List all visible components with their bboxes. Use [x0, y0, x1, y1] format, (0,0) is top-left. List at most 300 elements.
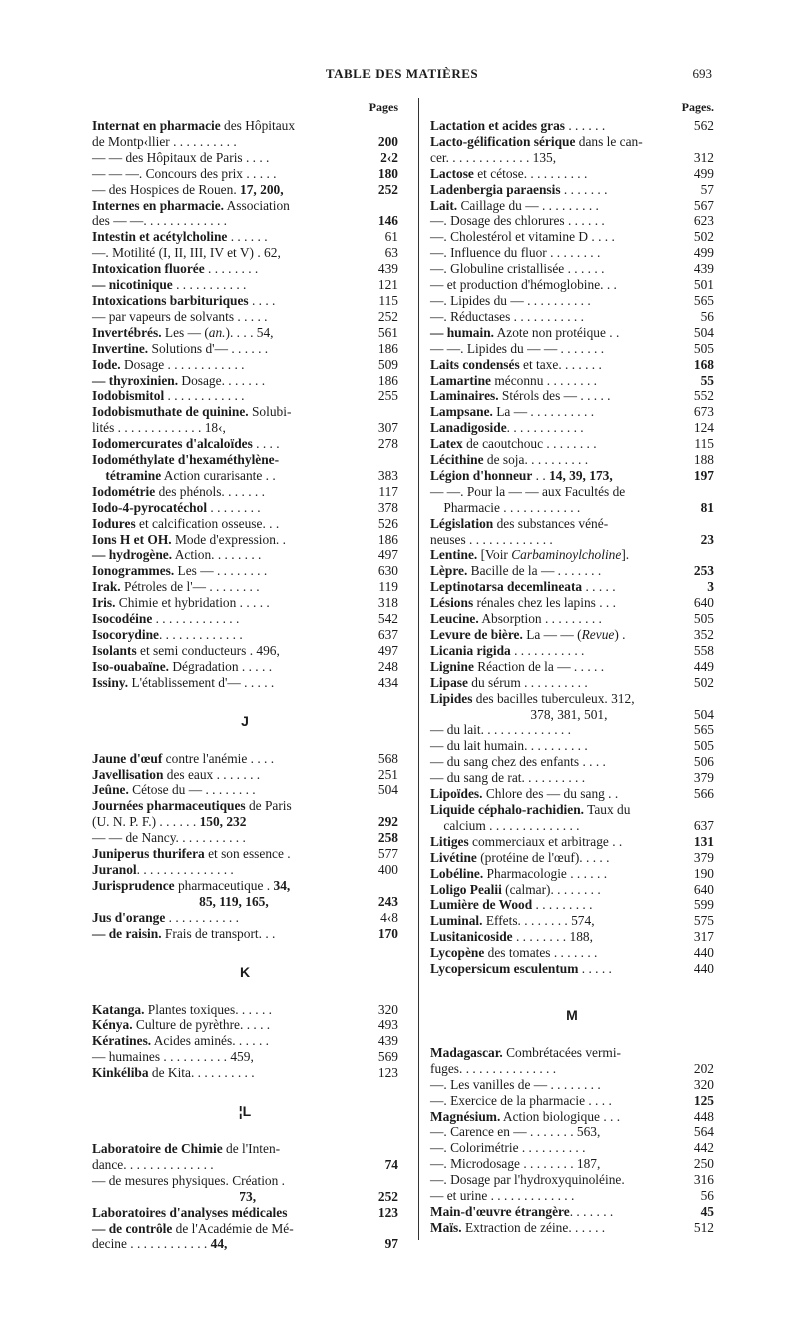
entry-page-number: 252	[377, 1188, 398, 1204]
index-entry	[430, 500, 714, 516]
index-entry	[430, 1220, 714, 1236]
entry-text: — du lait humain. . . . . . . . . .	[430, 738, 588, 754]
index-entry	[92, 277, 398, 293]
entry-page-number: 63	[384, 245, 398, 261]
index-entry	[92, 659, 398, 675]
entry-page-number: 56	[700, 308, 714, 324]
index-entry	[92, 245, 398, 261]
entry-page-number: 146	[377, 213, 398, 229]
index-entry	[430, 563, 714, 579]
entry-text: Luminal. Effets. . . . . . . . 574,	[430, 913, 595, 929]
entry-page-number: 186	[377, 531, 398, 547]
entry-page-number: 505	[693, 738, 714, 754]
index-entry	[92, 468, 398, 484]
entry-text: — des Hospices de Rouen. 17, 200,	[92, 181, 284, 197]
index-entry	[92, 532, 398, 548]
entry-page-number: 251	[377, 766, 398, 782]
entry-text: Iodomercurates d'alcaloïdes . . . .	[92, 436, 280, 452]
entry-text: — thyroxinien. Dosage. . . . . . .	[92, 372, 266, 388]
entry-page-number: 506	[693, 754, 714, 770]
entry-text: Main-d'œuvre étrangère. . . . . . .	[430, 1204, 614, 1219]
index-entry	[430, 1140, 714, 1156]
entry-text: Jaune d'œuf contre l'anémie . . . .	[92, 750, 275, 766]
entry-text: — du sang de rat. . . . . . . . . .	[430, 770, 586, 786]
entry-page-number: 504	[693, 324, 714, 340]
pages-label: Pages	[368, 100, 398, 114]
entry-text: 85, 119, 165,	[199, 893, 269, 909]
index-entry	[430, 961, 714, 977]
index-entry	[430, 627, 714, 643]
index-entry	[430, 1077, 714, 1093]
entry-text: Lumière de Wood . . . . . . . . .	[430, 897, 593, 913]
entry-text: — —. Lipides du — — . . . . . . .	[430, 340, 605, 356]
entry-page-number: 512	[693, 1219, 714, 1235]
index-entry	[92, 846, 398, 862]
entry-page-number: 440	[693, 961, 714, 977]
entry-text: cer. . . . . . . . . . . . . 135,	[430, 149, 557, 165]
entry-text: Lampsane. La — . . . . . . . . . .	[430, 404, 595, 420]
entry-text: — humaines . . . . . . . . . . 459,	[92, 1049, 254, 1065]
index-entry	[430, 929, 714, 945]
entry-page-number: 561	[377, 324, 398, 340]
entry-text: Iso-ouabaïne. Dégradation . . . . .	[92, 658, 273, 674]
index-entry	[92, 894, 398, 910]
entry-page-number: 434	[377, 674, 398, 690]
entry-page-number: 504	[377, 782, 398, 798]
entry-page-number: 630	[377, 563, 398, 579]
entry-text: Magnésium. Action biologique . . .	[430, 1108, 621, 1124]
entry-list	[92, 118, 398, 1252]
index-entry	[92, 910, 398, 926]
index-entry	[92, 420, 398, 436]
entry-page-number: 190	[693, 865, 714, 881]
entry-text: Madagascar. Combrétacées vermi-	[430, 1044, 622, 1060]
index-entry	[430, 1109, 714, 1125]
entry-page-number: 131	[693, 833, 714, 849]
index-entry	[430, 1188, 714, 1204]
entry-text: decine . . . . . . . . . . . . 44,	[92, 1236, 228, 1252]
entry-text: Lipoïdes. Chlore des — du sang . .	[430, 786, 619, 802]
entry-text: — du lait. . . . . . . . . . . . . .	[430, 722, 571, 738]
entry-page-number: 501	[693, 277, 714, 293]
entry-text: Lécithine de soja. . . . . . . . . .	[430, 452, 589, 468]
entry-page-number: 2‹2	[380, 149, 398, 165]
entry-text: —. Dosage des chlorures . . . . . .	[430, 213, 605, 229]
entry-text: — de raisin. Frais de transport. . .	[92, 925, 276, 941]
entry-text: Kénya. Culture de pyrèthre. . . . .	[92, 1017, 271, 1033]
entry-text: Issiny. L'établissement d'— . . . . .	[92, 674, 275, 690]
entry-page-number: 202	[693, 1060, 714, 1076]
entry-page-number: 575	[693, 913, 714, 929]
entry-page-number: 320	[377, 1001, 398, 1017]
entry-page-number: 119	[378, 579, 398, 595]
index-entry	[430, 245, 714, 261]
entry-text: Livétine (protéine de l'œuf). . . . .	[430, 849, 610, 865]
entry-page-number: 448	[693, 1108, 714, 1124]
section-gap	[430, 1023, 714, 1045]
entry-page-number: 258	[377, 830, 398, 846]
entry-page-number: 124	[693, 420, 714, 436]
entry-text: Laminaires. Stérols des — . . . . .	[430, 388, 611, 404]
index-entry	[92, 862, 398, 878]
entry-page-number: 312	[693, 149, 714, 165]
index-entry	[92, 1173, 398, 1189]
section-letter: K	[239, 963, 251, 980]
column-divider	[418, 98, 419, 1240]
entry-page-number: 3	[707, 579, 714, 595]
entry-page-number: 558	[693, 642, 714, 658]
entry-text: Intoxications barbituriques . . . .	[92, 292, 276, 308]
entry-text: — du sang chez des enfants . . . .	[430, 754, 606, 770]
entry-page-number: 4‹8	[380, 909, 398, 925]
entry-text: Lèpre. Bacille de la — . . . . . . .	[430, 563, 602, 579]
entry-page-number: 526	[377, 515, 398, 531]
entry-page-number: 23	[700, 531, 714, 547]
entry-text: Irak. Pétroles de l'— . . . . . . . .	[92, 579, 260, 595]
index-entry	[92, 1157, 398, 1173]
entry-text: —. Globuline cristallisée . . . . . .	[430, 261, 605, 277]
entry-text: — hydrogène. Action. . . . . . . .	[92, 547, 262, 563]
index-entry	[430, 182, 714, 198]
entry-text: Lait. Caillage du — . . . . . . . . .	[430, 197, 599, 213]
entry-text: —. Lipides du — . . . . . . . . . .	[430, 292, 591, 308]
index-entry	[92, 293, 398, 309]
index-entry	[430, 293, 714, 309]
entry-text: Internat en pharmacie des Hôpitaux	[92, 118, 296, 133]
index-entry	[92, 182, 398, 198]
entry-page-number: 97	[384, 1236, 398, 1252]
index-entry	[92, 751, 398, 767]
index-entry	[430, 834, 714, 850]
entry-page-number: 186	[377, 340, 398, 356]
entry-text: — de mesures physiques. Création .	[92, 1172, 286, 1188]
page-number: 693	[692, 66, 712, 81]
entry-text: Jus d'orange . . . . . . . . . . .	[92, 909, 239, 925]
entry-page-number: 180	[377, 165, 398, 181]
entry-page-number: 250	[693, 1156, 714, 1172]
index-entry	[430, 325, 714, 341]
index-entry	[430, 484, 714, 500]
index-entry	[430, 770, 714, 786]
index-entry	[92, 452, 398, 468]
entry-page-number: 577	[377, 846, 398, 862]
index-entry	[92, 1065, 398, 1081]
entry-text: 378, 381, 501,	[430, 706, 608, 722]
index-entry	[430, 547, 714, 563]
entry-page-number: 45	[700, 1204, 714, 1219]
index-entry	[92, 767, 398, 783]
entry-text: Juniperus thurifera et son essence .	[92, 846, 291, 862]
section-gap	[92, 691, 398, 713]
index-entry	[430, 516, 714, 532]
index-entry	[92, 436, 398, 452]
index-entry	[92, 373, 398, 389]
entry-page-number: 673	[693, 404, 714, 420]
entry-page-number: 243	[377, 893, 398, 909]
entry-text: neuses . . . . . . . . . . . . .	[430, 531, 553, 547]
index-entry	[430, 118, 714, 134]
entry-page-number: 253	[693, 563, 714, 579]
section-letter: ¦L	[238, 1103, 252, 1120]
entry-text: Laboratoires d'analyses médicales	[92, 1204, 288, 1220]
index-entry	[92, 579, 398, 595]
entry-text: Ions H et OH. Mode d'expression. .	[92, 531, 286, 547]
index-entry	[92, 611, 398, 627]
index-entry	[430, 388, 714, 404]
entry-page-number: 552	[693, 388, 714, 404]
entry-text: —. Exercice de la pharmacie . . . .	[430, 1092, 612, 1108]
entry-text: Iode. Dosage . . . . . . . . . . . .	[92, 356, 245, 372]
entry-text: Législation des substances véné-	[430, 515, 609, 531]
entry-page-number: 61	[384, 229, 398, 245]
index-entry	[92, 325, 398, 341]
entry-text: Isocodéine . . . . . . . . . . . . .	[92, 611, 240, 627]
index-entry	[92, 1236, 398, 1252]
entry-page-number: 569	[377, 1049, 398, 1065]
index-entry	[92, 547, 398, 563]
entry-page-number: 318	[377, 595, 398, 611]
entry-text: Liquide céphalo-rachidien. Taux du	[430, 801, 631, 817]
index-entry	[430, 436, 714, 452]
index-entry	[92, 1049, 398, 1065]
entry-text: — nicotinique . . . . . . . . . . .	[92, 277, 247, 293]
page-header	[92, 66, 712, 86]
entry-page-number: 115	[378, 292, 398, 308]
index-entry	[92, 229, 398, 245]
index-entry	[92, 213, 398, 229]
index-entry	[430, 150, 714, 166]
entry-text: — par vapeurs de solvants . . . . .	[92, 308, 268, 324]
index-entry	[92, 150, 398, 166]
entry-page-number: 121	[377, 277, 398, 293]
entry-page-number: 383	[377, 467, 398, 483]
index-entry	[430, 595, 714, 611]
entry-text: Journées pharmaceutiques de Paris	[92, 798, 292, 814]
entry-page-number: 197	[693, 467, 714, 483]
entry-text: Licania rigida . . . . . . . . . . .	[430, 642, 585, 658]
index-entry	[430, 532, 714, 548]
entry-page-number: 440	[693, 945, 714, 961]
index-entry	[430, 341, 714, 357]
index-entry	[430, 913, 714, 929]
entry-text: 73,	[239, 1188, 257, 1204]
index-entry	[92, 1033, 398, 1049]
entry-text: — — de Nancy. . . . . . . . . . .	[92, 830, 246, 846]
entry-page-number: 200	[377, 133, 398, 149]
entry-text: tétramine Action curarisante . .	[105, 467, 276, 483]
index-entry	[430, 452, 714, 468]
entry-page-number: 352	[693, 627, 714, 642]
entry-text: Lycopène des tomates . . . . . . .	[430, 945, 598, 961]
entry-page-number: 542	[377, 611, 398, 627]
entry-page-number: 565	[693, 722, 714, 738]
index-column-left	[92, 98, 398, 1252]
entry-page-number: 255	[377, 388, 398, 404]
entry-text: Loligo Pealii (calmar). . . . . . . .	[430, 881, 601, 897]
entry-page-number: 502	[693, 674, 714, 690]
entry-text: Litiges commerciaux et arbitrage . .	[430, 833, 623, 849]
entry-page-number: 504	[693, 706, 714, 722]
entry-text: calcium . . . . . . . . . . . . . .	[430, 817, 580, 833]
index-entry	[430, 1093, 714, 1109]
index-entry	[430, 468, 714, 484]
index-entry	[430, 897, 714, 913]
index-entry	[430, 882, 714, 898]
index-entry	[430, 309, 714, 325]
entry-page-number: 56	[700, 1188, 714, 1204]
entry-text: —. Colorimétrie . . . . . . . . . .	[430, 1140, 586, 1156]
index-entry	[430, 420, 714, 436]
entry-text: Ionogrammes. Les — . . . . . . . .	[92, 563, 268, 579]
entry-page-number: 252	[377, 308, 398, 324]
section-gap	[430, 977, 714, 1007]
index-entry	[430, 277, 714, 293]
entry-page-number: 499	[693, 245, 714, 261]
entry-page-number: 623	[693, 213, 714, 229]
entry-text: Juranol. . . . . . . . . . . . . . .	[92, 861, 234, 877]
entry-page-number: 115	[694, 436, 714, 452]
index-entry	[430, 373, 714, 389]
entry-text: —. Influence du fluor . . . . . . . .	[430, 245, 601, 261]
section-gap	[92, 1081, 398, 1103]
entry-text: Lactation et acides gras . . . . . .	[430, 118, 606, 133]
index-entry	[430, 738, 714, 754]
entry-list	[430, 118, 714, 1236]
entry-text: Lobéline. Pharmacologie . . . . . .	[430, 865, 608, 881]
entry-text: —. Microdosage . . . . . . . . 187,	[430, 1156, 601, 1172]
entry-text: Intestin et acétylcholine . . . . . .	[92, 229, 268, 245]
entry-page-number: 640	[693, 595, 714, 611]
entry-page-number: 449	[693, 658, 714, 674]
index-entry	[430, 675, 714, 691]
entry-page-number: 57	[700, 181, 714, 197]
index-entry	[430, 1172, 714, 1188]
entry-text: — et urine . . . . . . . . . . . . .	[430, 1188, 575, 1204]
entry-text: dance. . . . . . . . . . . . . .	[92, 1156, 214, 1172]
index-entry	[92, 388, 398, 404]
entry-page-number: 292	[377, 814, 398, 830]
entry-text: Iodures et calcification osseuse. . .	[92, 515, 280, 531]
section-letter: J	[241, 712, 249, 729]
entry-page-number: 509	[377, 356, 398, 372]
index-entry	[430, 404, 714, 420]
entry-text: des — —. . . . . . . . . . . . .	[92, 213, 228, 229]
section-letter: M	[566, 1006, 578, 1023]
index-entry	[430, 818, 714, 834]
index-entry	[92, 926, 398, 942]
entry-text: — et production d'hémoglobine. . .	[430, 277, 617, 293]
index-entry	[92, 484, 398, 500]
index-entry	[92, 814, 398, 830]
entry-page-number: 317	[693, 929, 714, 945]
index-entry	[92, 134, 398, 150]
entry-page-number: 505	[693, 611, 714, 627]
entry-text: Lentine. [Voir Carbaminoylcholine].	[430, 547, 630, 563]
index-entry	[92, 261, 398, 277]
entry-text: — — —. Concours des prix . . . . .	[92, 165, 277, 181]
index-entry	[92, 1141, 398, 1157]
index-entry	[92, 404, 398, 420]
index-entry	[92, 1189, 398, 1205]
index-entry	[430, 229, 714, 245]
entry-text: — — des Hôpitaux de Paris . . . .	[92, 149, 270, 165]
entry-text: Kinkéliba de Kita. . . . . . . . . .	[92, 1065, 255, 1081]
index-entry	[430, 1045, 714, 1061]
index-entry	[430, 945, 714, 961]
index-entry	[92, 309, 398, 325]
entry-text: Lipides des bacilles tuberculeux. 312,	[430, 690, 635, 706]
entry-text: Laboratoire de Chimie de l'Inten-	[92, 1141, 281, 1157]
index-entry	[430, 786, 714, 802]
index-entry	[430, 643, 714, 659]
entry-text: Lusitanicoside . . . . . . . . 188,	[430, 929, 593, 945]
index-entry	[430, 1124, 714, 1140]
entry-page-number: 252	[377, 181, 398, 197]
entry-page-number: 123	[377, 1204, 398, 1220]
entry-text: Leptinotarsa decemlineata . . . . .	[430, 579, 616, 595]
index-entry	[92, 782, 398, 798]
entry-text: Lignine Réaction de la — . . . . .	[430, 658, 605, 674]
entry-page-number: 123	[377, 1065, 398, 1081]
entry-text: (U. N. P. F.) . . . . . . 150, 232	[92, 814, 247, 830]
entry-text: Légion d'honneur . . 14, 39, 173,	[430, 467, 613, 483]
entry-page-number: 379	[693, 770, 714, 786]
index-entry	[430, 802, 714, 818]
entry-page-number: 497	[377, 547, 398, 563]
entry-text: Pharmacie . . . . . . . . . . . .	[430, 499, 581, 515]
index-entry	[430, 261, 714, 277]
entry-text: Lipase du sérum . . . . . . . . . .	[430, 674, 588, 690]
entry-page-number: 564	[693, 1124, 714, 1140]
entry-text: Levure de bière. La — — (Revue) .	[430, 627, 626, 642]
entry-text: —. Cholestérol et vitamine D . . . .	[430, 229, 615, 245]
index-entry	[92, 118, 398, 134]
index-entry	[92, 341, 398, 357]
index-entry	[430, 134, 714, 150]
entry-page-number: 186	[377, 372, 398, 388]
entry-text: Intoxication fluorée . . . . . . . .	[92, 261, 259, 277]
entry-text: Latex de caoutchouc . . . . . . . .	[430, 436, 597, 452]
entry-page-number: 439	[377, 1033, 398, 1049]
index-entry	[92, 1205, 398, 1221]
entry-text: fuges. . . . . . . . . . . . . . .	[430, 1060, 557, 1076]
index-entry	[92, 166, 398, 182]
entry-text: Leucine. Absorption . . . . . . . . .	[430, 611, 602, 627]
entry-page-number: 188	[693, 452, 714, 468]
entry-text: Iodo-4-pyrocatéchol . . . . . . . .	[92, 499, 261, 515]
index-entry	[92, 798, 398, 814]
entry-page-number: 316	[693, 1172, 714, 1188]
index-entry	[430, 357, 714, 373]
index-entry	[92, 830, 398, 846]
entry-text: Lésions rénales chez les lapins . . .	[430, 595, 616, 611]
entry-text: Lycopersicum esculentum . . . . .	[430, 961, 612, 977]
entry-page-number: 567	[693, 197, 714, 213]
index-entry	[92, 500, 398, 516]
entry-page-number: 81	[700, 499, 714, 515]
entry-text: —. Dosage par l'hydroxyquinoléine.	[430, 1172, 625, 1188]
entry-text: Lactose et cétose. . . . . . . . . .	[430, 165, 588, 181]
index-entry	[92, 1221, 398, 1237]
entry-text: Kératines. Acides aminés. . . . . .	[92, 1033, 270, 1049]
entry-text: Laits condensés et taxe. . . . . . .	[430, 356, 602, 372]
index-entry	[430, 579, 714, 595]
running-title: TABLE DES MATIÈRES	[325, 66, 479, 81]
entry-text: — humain. Azote non protéique . .	[430, 324, 620, 340]
entry-text: Jeûne. Cétose du — . . . . . . . .	[92, 782, 256, 798]
index-entry	[92, 1002, 398, 1018]
section-gap	[92, 729, 398, 751]
